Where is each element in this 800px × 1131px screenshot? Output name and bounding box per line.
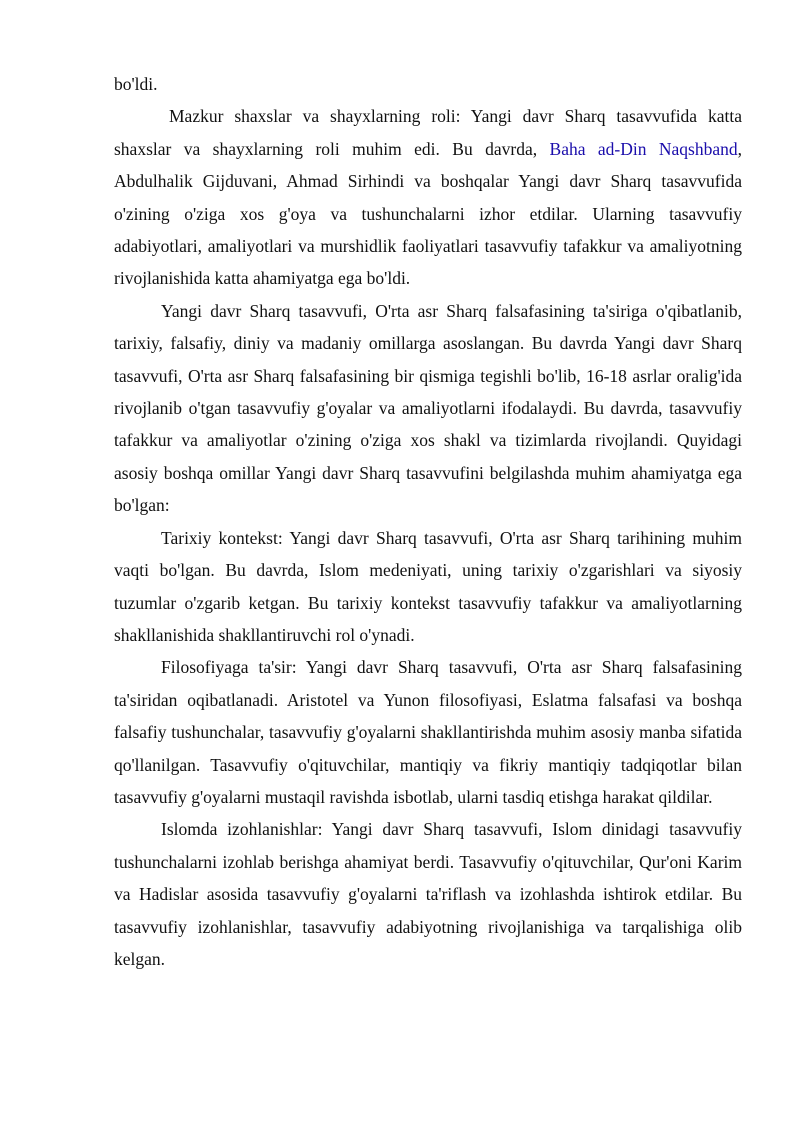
paragraph-filosofiyaga-tasir: Filosofiyaga ta'sir: Yangi davr Sharq tasavvufi, O'rta asr Sharq falsafasining ta'siridan oqibatlanadi. Aristotel va Yunon filosofiyasi, Eslatma falsafasi va boshqa falsafiy tushunchalar, tasavvufiy g'oyalarni shakllantirishda muhim asosiy manba sifatida qo'llanilgan. Tasavvufiy o'qituvchilar, mantiqiy va fikriy mantiqiy tadqiqotlar bilan tasavvufiy g'oyalarni mustaqil ravishda isbotlab, ularni tasdiq etishga harakat qildilar. xyxy=(114,657,742,807)
paragraph-yangi-davr: Yangi davr Sharq tasavvufi, O'rta asr Sharq falsafasining ta'siriga o'qibatlanib, tarixiy, falsafiy, diniy va madaniy omillarga asoslangan. Bu davrda Yangi davr Sharq tasavvufi, O'rta asr Sharq falsafasining bir qismiga tegishli bo'lib, 16-18 asrlar oralig'ida rivojlanib o'tgan tasavvufiy g'oyalar va amaliyotlarni ifodalaydi. Bu davrda, tasavvufiy tafakkur va amaliyotlar o'zining o'ziga xos shakl va tizimlarda rivojlandi. Quyidagi asosiy boshqa omillar Yangi davr Sharq tasavvufini belgilashda muhim ahamiyatga ega bo'lgan: xyxy=(114,300,742,516)
paragraph-tarixiy-kontekst: Tarixiy kontekst: Yangi davr Sharq tasavvufi, O'rta asr Sharq tarihining muhim vaqti bo'lgan. Bu davrda, Islom medeniyati, uning tarixiy o'zgarishlari va siyosiy tuzumlar o'zgarib ketgan. Bu tarixiy kontekst tasavvufiy tafakkur va amaliyotlarning shakllanishida shakllantiruvchi rol o'ynadi. xyxy=(114,527,742,645)
document-page xyxy=(114,68,742,975)
baha-ad-din-naqshband-link[interactable]: Baha ad-Din Naqshband xyxy=(549,138,738,159)
paragraph-islomda-izohlanishlar: Islomda izohlanishlar: Yangi davr Sharq tasavvufi, Islom dinidagi tasavvufiy tushunchalarni izohlab berishga ahamiyat berdi. Tasavvufiy o'qituvchilar, Qur'oni Karim va Hadislar asosida tasavvufiy g'oyalarni ta'riflash va izohlashda ishtirok etdilar. Bu tasavvufiy izohlanishlar, tasavvufiy adabiyotning rivojlanishiga va tarqalishiga olib kelgan. xyxy=(114,819,742,969)
paragraph-text-before-link: Mazkur shaxslar va shayxlarning roli: Yangi davr Sharq tasavvufida katta shaxslar va shayxlarning roli muhim edi. Bu davrda, xyxy=(114,106,742,159)
paragraph-shaxslar-roli xyxy=(114,100,742,294)
paragraph-continuation: bo'ldi. xyxy=(114,74,158,94)
paragraph-text-after-link: , Abdulhalik Gijduvani, Ahmad Sirhindi va boshqalar Yangi davr Sharq tasavvufida o'zining o'ziga xos g'oya va tushunchalarni izhor etdilar. Ularning tasavvufiy adabiyotlari, amaliyotlari va murshidlik faoliyatlari tasavvufiy tafakkur va amaliyotning rivojlanishida katta ahamiyatga ega bo'ldi. xyxy=(114,138,742,289)
